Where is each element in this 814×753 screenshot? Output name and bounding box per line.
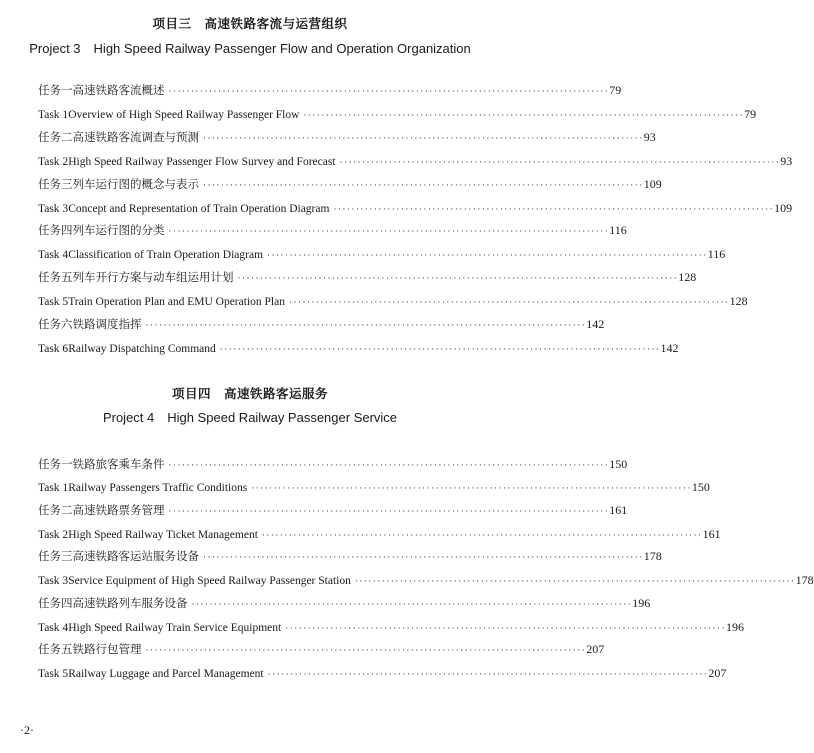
entry-page: 109 [643, 177, 662, 191]
entry-title: 列车运行图的概念与表示 [72, 177, 199, 191]
toc-entry[interactable] [38, 200, 793, 216]
toc-entry[interactable] [38, 665, 727, 681]
toc-entry[interactable] [38, 340, 679, 356]
entry-page: 142 [586, 317, 605, 331]
dot-leader: ·································································································· [168, 460, 610, 470]
entry-title: Railway Dispatching Command [68, 343, 216, 355]
toc-entry[interactable] [38, 595, 651, 611]
toc-entry[interactable] [38, 641, 605, 657]
section-title-en: Project 3 High Speed Railway Passenger Flow and Operation Organization [29, 41, 471, 56]
toc-entry[interactable] [38, 619, 744, 635]
entry-page: 150 [691, 480, 710, 494]
dot-leader: ·································································································· [285, 623, 726, 633]
entry-label: 任务五 [38, 642, 73, 656]
entry-page: 109 [774, 201, 793, 215]
entry-label: Task 4 [38, 622, 69, 634]
dot-leader: ·································································································· [203, 133, 644, 143]
entry-page: 161 [609, 503, 628, 517]
entry-title: High Speed Railway Train Service Equipment [68, 622, 282, 634]
entry-page: 207 [708, 666, 727, 680]
entry-page: 150 [609, 457, 628, 471]
dot-leader: ·································································································· [261, 530, 703, 540]
entry-page: 93 [643, 130, 656, 144]
toc-entry[interactable] [38, 526, 721, 542]
entry-label: 任务三 [38, 549, 73, 563]
entry-label: 任务四 [38, 596, 73, 610]
toc-entry[interactable] [38, 222, 627, 238]
entry-page: 79 [744, 107, 757, 121]
entry-title: 高速铁路客运站服务设备 [72, 549, 199, 563]
entry-title: Overview of High Speed Railway Passenger Flow [68, 109, 300, 121]
dot-leader: ·································································································· [145, 320, 587, 330]
entry-label: 任务三 [38, 177, 73, 191]
entry-title: 列车开行方案与动车组运用计划 [72, 270, 234, 284]
entry-page: 196 [632, 596, 651, 610]
entry-title: 铁路行包管理 [72, 642, 142, 656]
entry-title: 高速铁路客流调查与预测 [72, 130, 199, 144]
entry-title: 高速铁路客流概述 [72, 83, 165, 97]
entry-title: 高速铁路票务管理 [72, 503, 165, 517]
entry-page: 207 [586, 642, 605, 656]
entry-title: 铁路调度指挥 [72, 317, 142, 331]
toc-entry[interactable] [38, 176, 662, 192]
toc-entry[interactable] [38, 293, 748, 309]
entry-page: 128 [678, 270, 697, 284]
entry-label: Task 1 [38, 109, 69, 121]
dot-leader: ·································································································· [168, 506, 610, 516]
entry-label: Task 3 [38, 203, 69, 215]
entry-title: Railway Passengers Traffic Conditions [68, 482, 248, 494]
entry-page: 178 [795, 573, 814, 587]
toc-entry[interactable] [38, 572, 814, 588]
section-title-cn: 项目四 高速铁路客运服务 [171, 386, 328, 401]
entry-label: Task 5 [38, 296, 69, 308]
entry-label: 任务一 [38, 83, 73, 97]
toc-entry[interactable] [38, 82, 622, 98]
section-title-cn: 项目三 高速铁路客流与运营组织 [152, 16, 348, 31]
dot-leader: ·································································································· [267, 669, 709, 679]
entry-page: 116 [609, 223, 627, 237]
dot-leader: ·································································································· [339, 157, 781, 167]
entry-label: Task 4 [38, 249, 69, 261]
entry-title: Classification of Train Operation Diagram [68, 249, 264, 261]
entry-label: 任务四 [38, 223, 73, 237]
entry-label: 任务二 [38, 503, 73, 517]
entry-title: Train Operation Plan and EMU Operation Plan [68, 296, 285, 308]
entry-page: 79 [609, 83, 622, 97]
toc-entry[interactable] [38, 269, 697, 285]
toc-entry[interactable] [38, 153, 793, 169]
dot-leader: ·································································································· [191, 599, 633, 609]
dot-leader: ·································································································· [251, 483, 692, 493]
dot-leader: ·································································································· [267, 250, 708, 260]
entry-title: High Speed Railway Ticket Management [68, 529, 258, 541]
entry-page: 128 [729, 294, 748, 308]
dot-leader: ·································································································· [303, 110, 745, 120]
entry-title: High Speed Railway Passenger Flow Survey and Forecast [68, 156, 336, 168]
toc-entry[interactable] [38, 548, 662, 564]
toc-entry[interactable] [38, 129, 656, 145]
entry-page: 93 [780, 154, 793, 168]
page-number: ·2· [20, 723, 34, 737]
entry-title: 列车运行图的分类 [72, 223, 165, 237]
entry-page: 161 [702, 527, 721, 541]
entry-label: Task 1 [38, 482, 69, 494]
toc-entry[interactable] [38, 316, 605, 332]
entry-title: Service Equipment of High Speed Railway Passenger Station [68, 575, 351, 587]
section-title-en: Project 4 High Speed Railway Passenger Service [102, 410, 398, 425]
entry-title: Concept and Representation of Train Operation Diagram [68, 203, 330, 215]
toc-entry[interactable] [38, 502, 628, 518]
entry-label: Task 5 [38, 668, 69, 680]
entry-label: 任务一 [38, 457, 73, 471]
dot-leader: ·································································································· [145, 645, 587, 655]
dot-leader: ·································································································· [333, 204, 775, 214]
entry-title: 高速铁路列车服务设备 [72, 596, 188, 610]
entry-page: 116 [707, 247, 726, 261]
entry-title: Railway Luggage and Parcel Management [68, 668, 264, 680]
dot-leader: ·································································································· [168, 226, 610, 236]
dot-leader: ·································································································· [203, 552, 644, 562]
entry-title: 铁路旅客乘车条件 [72, 457, 165, 471]
toc-entry[interactable] [38, 106, 757, 122]
entry-label: Task 2 [38, 529, 69, 541]
dot-leader: ·································································································· [219, 344, 661, 354]
entry-label: Task 2 [38, 156, 69, 168]
entry-label: Task 6 [38, 343, 69, 355]
entry-label: 任务六 [38, 317, 73, 331]
entry-label: 任务二 [38, 130, 73, 144]
toc-entry[interactable] [38, 479, 710, 495]
entry-page: 178 [643, 549, 662, 563]
entry-page: 142 [660, 341, 679, 355]
dot-leader: ·································································································· [203, 180, 644, 190]
dot-leader: ·································································································· [354, 576, 796, 586]
dot-leader: ·································································································· [237, 273, 679, 283]
entry-label: Task 3 [38, 575, 69, 587]
dot-leader: ·································································································· [168, 86, 610, 96]
entry-label: 任务五 [38, 270, 73, 284]
dot-leader: ·································································································· [288, 297, 730, 307]
toc-entry[interactable] [38, 246, 726, 262]
entry-page: 196 [725, 620, 744, 634]
toc-entry[interactable] [38, 456, 628, 472]
